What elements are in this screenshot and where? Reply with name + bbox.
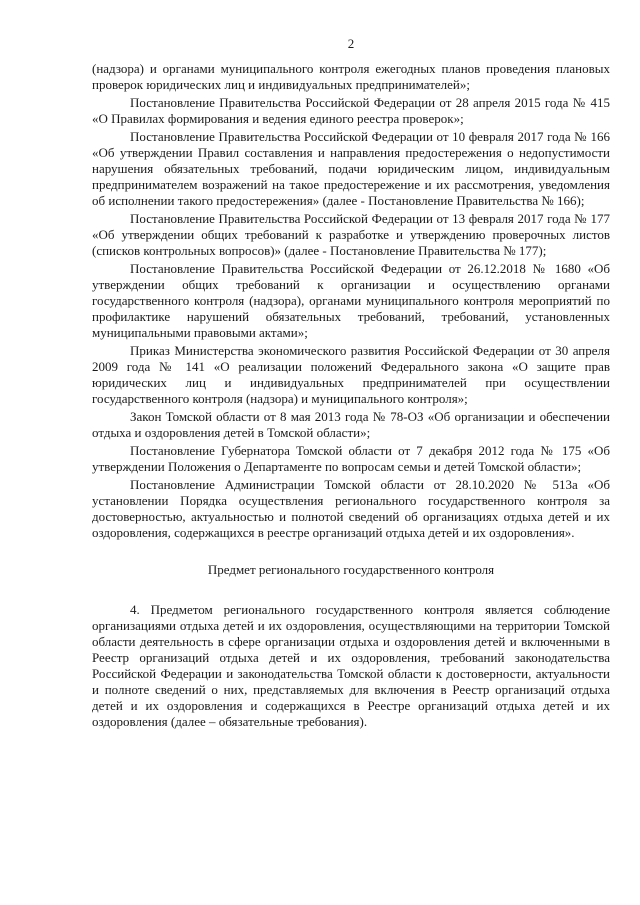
paragraph-order-141: Приказ Министерства экономического развития Российской Федерации от 30 апреля 2009 года № 141 «О реализации положений Федерального закона «О защите прав юридических лиц и индивидуальных предпринимателей при осуществлении государственного контроля (надзора) и муниципального контроля»; xyxy=(92,343,610,406)
paragraph-continuation: (надзора) и органами муниципального контроля ежегодных планов проведения плановых проверок юридических лиц и индивидуальных предпринимателей»; xyxy=(92,61,610,92)
section-heading: Предмет регионального государственного контроля xyxy=(207,562,495,577)
paragraph-administration-decree-513a: Постановление Администрации Томской области от 28.10.2020 № 513а «Об установлении Порядка осуществления регионального государственного контроля за достоверностью, актуальностью и полнотой сведений об организациях отдыха детей и их оздоровления, содержащихся в реестре организаций отдыха детей и их оздоровления». xyxy=(92,477,610,540)
paragraph-decree-177: Постановление Правительства Российской Федерации от 13 февраля 2017 года № 177 «Об утверждении общих требований к разработке и утверждению проверочных листов (списков контрольных вопросов)» (далее - Постановление Правительства № 177); xyxy=(92,211,610,258)
paragraph-governor-decree-175: Постановление Губернатора Томской области от 7 декабря 2012 года № 175 «Об утверждении Положения о Департаменте по вопросам семьи и детей Томской области»; xyxy=(92,443,610,474)
paragraph-decree-166: Постановление Правительства Российской Федерации от 10 февраля 2017 года № 166 «Об утверждении Правил составления и направления предостережения о недопустимости нарушения обязательных требований, подачи юридическим лицом, индивидуальным предпринимателем возражений на такое предостережение и их рассмотрения, уведомления об исполнении такого предостережения» (далее - Постановление Правительства № 166); xyxy=(92,129,610,208)
document-page xyxy=(92,36,610,732)
paragraph-decree-415: Постановление Правительства Российской Федерации от 28 апреля 2015 года № 415 «О Правилах формирования и ведения единого реестра проверок»; xyxy=(92,95,610,126)
paragraph-item-4: 4. Предметом регионального государственного контроля является соблюдение организациями отдыха детей и их оздоровления, осуществляющими на территории Томской области деятельность в сфере организации отдыха и оздоровления детей и включенными в Реестр организаций отдыха детей и их оздоровления, требований законодательства Российской Федерации и законодательства Томской области к достоверности, актуальности и полноте сведений о них, представляемых для включения в Реестр организаций отдыха детей и их оздоровления и содержащихся в Реестре организаций отдыха детей и их оздоровления (далее – обязательные требования). xyxy=(92,602,610,729)
paragraph-law-78-oz: Закон Томской области от 8 мая 2013 года № 78-ОЗ «Об организации и обеспечении отдыха и оздоровления детей в Томской области»; xyxy=(92,409,610,440)
page-number: 2 xyxy=(347,36,355,51)
paragraph-decree-1680: Постановление Правительства Российской Федерации от 26.12.2018 № 1680 «Об утверждении общих требований к организации и осуществлению органами государственного контроля (надзора), органами муниципального контроля мероприятий по профилактике нарушений обязательных требований, требований, установленных муниципальными правовыми актами»; xyxy=(92,261,610,340)
